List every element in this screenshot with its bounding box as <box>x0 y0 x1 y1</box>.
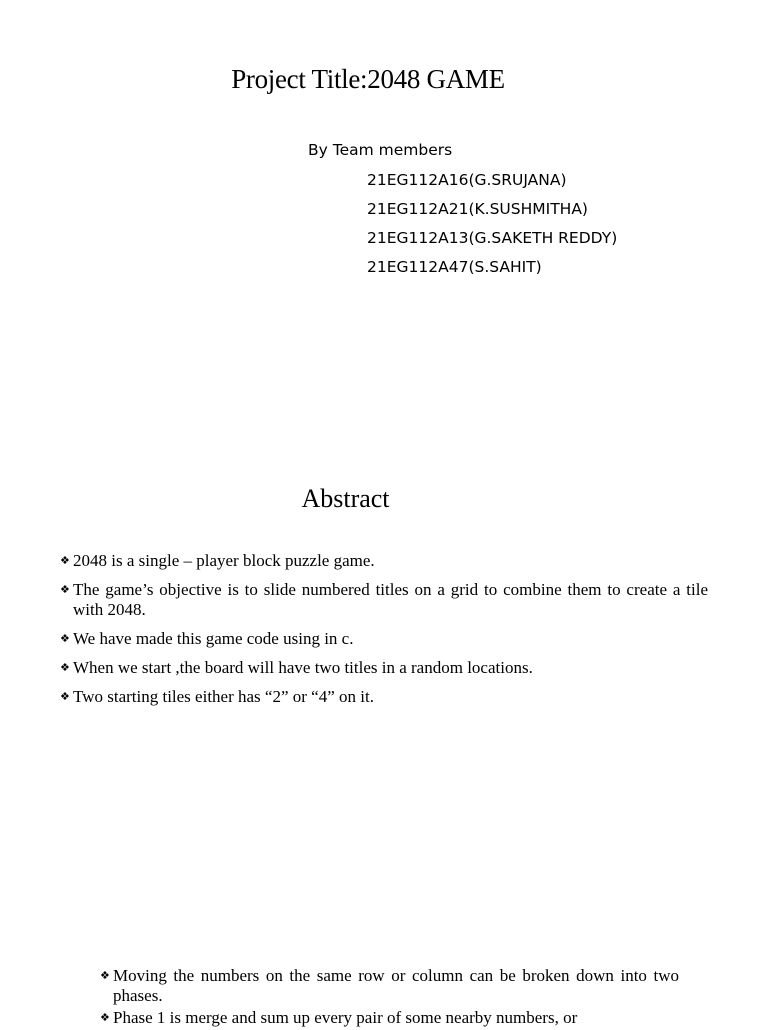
abstract-bullet-list <box>60 551 708 716</box>
diamond-bullet-icon: ❖ <box>100 969 110 982</box>
page-title: Project Title:2048 GAME <box>231 64 505 94</box>
bullet-text: We have made this game code using in c. <box>73 629 354 648</box>
bullet-text: Phase 1 is merge and sum up every pair of some nearby numbers, or <box>113 1008 578 1027</box>
bullet-text: Two starting tiles either has “2” or “4” on it. <box>73 687 374 706</box>
team-member-list <box>367 170 617 286</box>
list-item <box>60 629 708 649</box>
team-member: 21EG112A47(S.SAHIT) <box>367 258 542 276</box>
diamond-bullet-icon: ❖ <box>100 1011 110 1024</box>
abstract-heading: Abstract <box>301 484 390 513</box>
list-item <box>100 966 679 1006</box>
team-member: 21EG112A16(G.SRUJANA) <box>367 171 567 189</box>
phase-bullet-list <box>100 966 679 1030</box>
team-member: 21EG112A13(G.SAKETH REDDY) <box>367 229 618 247</box>
diamond-bullet-icon: ❖ <box>60 554 70 567</box>
bullet-text: Moving the numbers on the same row or column can be broken down into two phases. <box>113 966 679 1005</box>
list-item <box>60 551 708 571</box>
team-by-line: By Team members <box>308 141 453 159</box>
diamond-bullet-icon: ❖ <box>60 690 70 703</box>
diamond-bullet-icon: ❖ <box>60 632 70 645</box>
diamond-bullet-icon: ❖ <box>60 583 70 596</box>
diamond-bullet-icon: ❖ <box>60 661 70 674</box>
list-item <box>100 1008 679 1028</box>
bullet-text: When we start ,the board will have two titles in a random locations. <box>73 658 533 677</box>
list-item <box>60 687 708 707</box>
bullet-text: The game’s objective is to slide numbered titles on a grid to combine them to create a tile with 2048. <box>73 580 708 619</box>
list-item <box>60 580 708 620</box>
team-member: 21EG112A21(K.SUSHMITHA) <box>367 200 588 218</box>
list-item <box>60 658 708 678</box>
bullet-text: 2048 is a single – player block puzzle game. <box>73 551 375 570</box>
